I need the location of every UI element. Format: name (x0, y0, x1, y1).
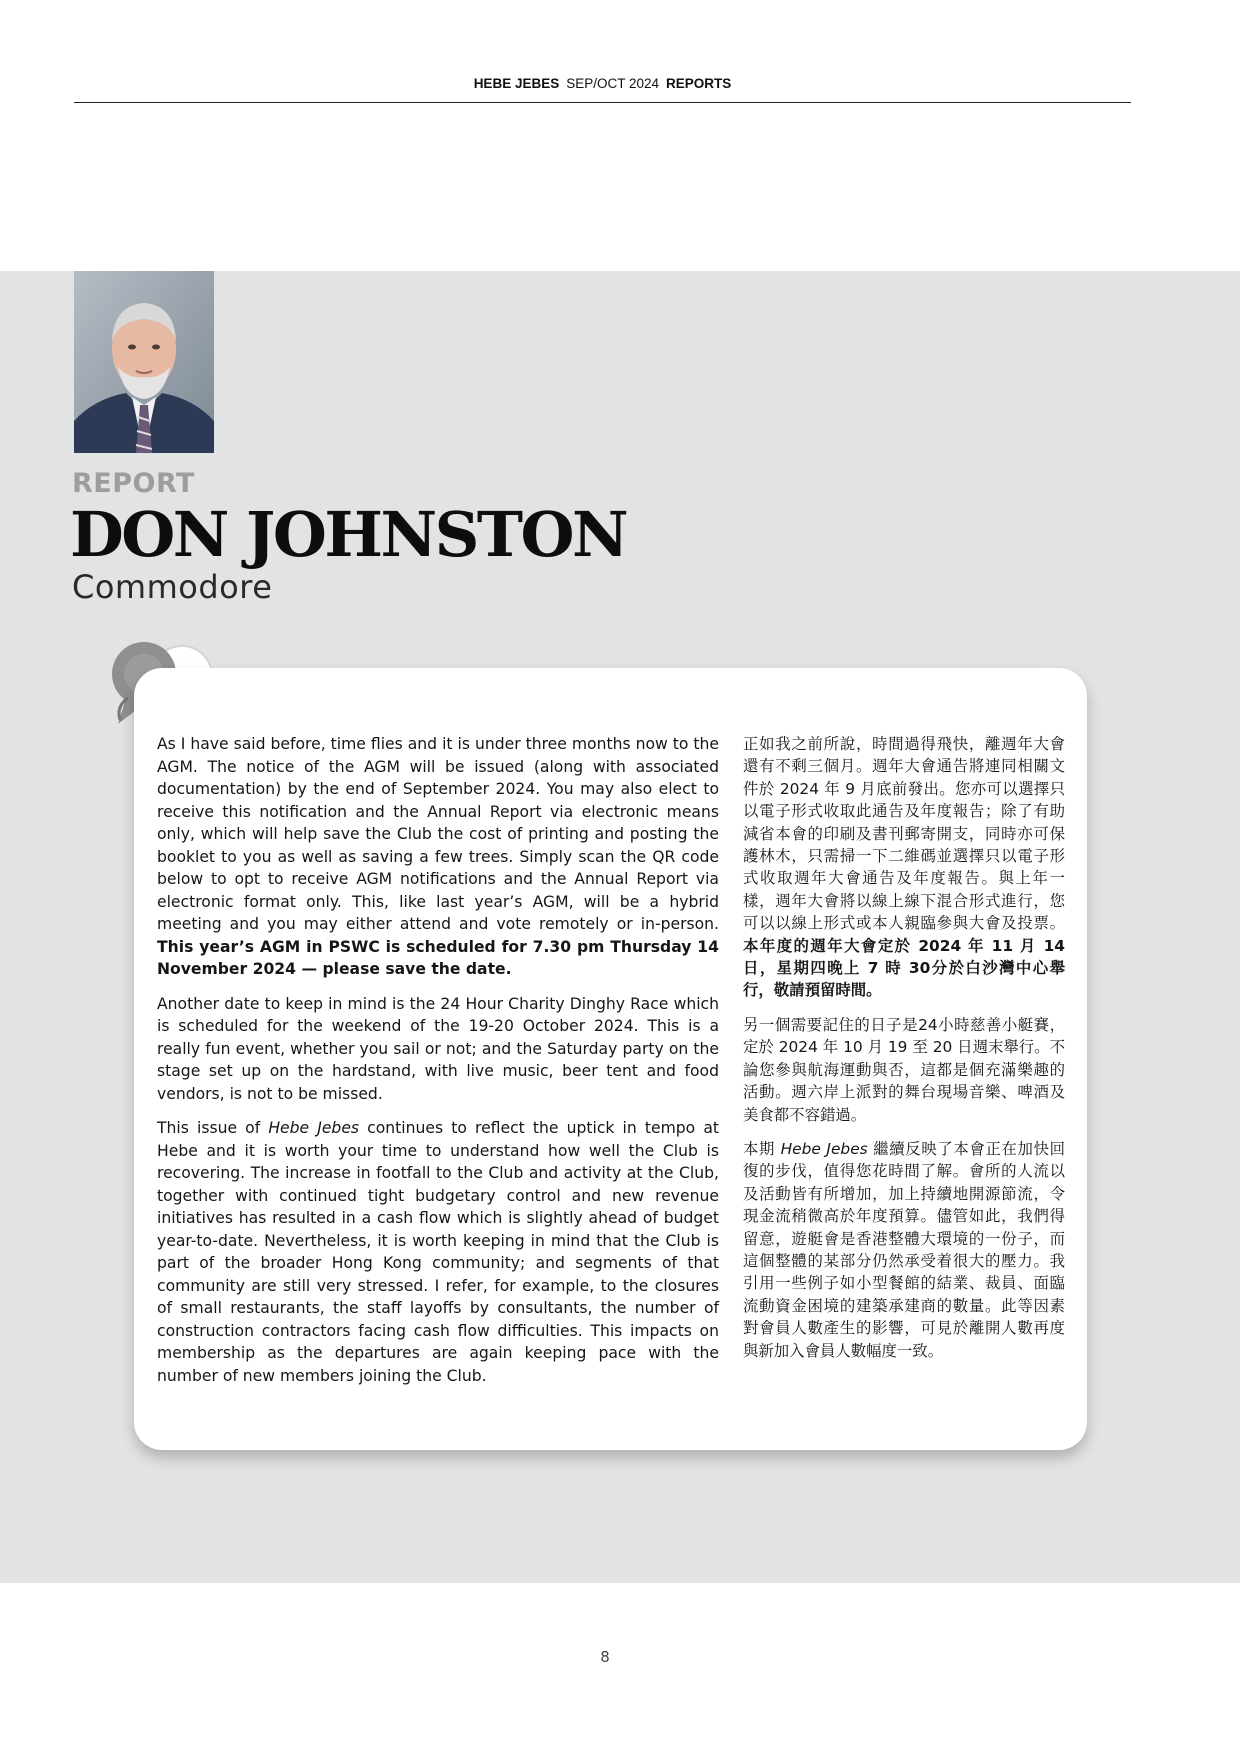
chinese-p3-body: 繼續反映了本會正在加快回復的步伐，值得您花時間了解。會所的人流以及活動皆有所增加，加上持續地開源節流，令現金流稍微高於年度預算。儘管如此，我們得留意，遊艇會是香港整體大環境的一份子，而這個整體的某部分仍然承受着很大的壓力。我引用一些例子如小型餐館的結業、裁員、面臨流動資金困境的建築承建商的數量。此等因素對會員人數產生的影響，可見於離開人數再度與新加入會員人數幅度一致。 (743, 1139, 1065, 1360)
agm-date-highlight: This year’s AGM in PSWC is scheduled for 7.30 pm Thursday 14 November 2024 — please save the date. (157, 937, 719, 978)
chinese-p3-lead: 本期 (743, 1139, 781, 1158)
magazine-title: Hebe Jebes (268, 1119, 360, 1137)
chinese-paragraph-3 (743, 1138, 1065, 1362)
chinese-p1-text: 正如我之前所說，時間過得飛快，離週年大會還有不剩三個月。週年大會通告將連同相關文件於 2024 年 9 月底前發出。您亦可以選擇只以電子形式收取此通告及年度報告；除了有助減省本會的印刷及書刊郵寄開支，同時亦可保護林木，只需掃一下二維碼並選擇只以電子形式收取週年大會通告及年度報告。與上年一樣，週年大會將以線上線下混合形式進行，您可以以線上形式或本人親臨參與大會及投票。 (743, 735, 1065, 933)
report-kicker: REPORT (72, 468, 195, 499)
chinese-paragraph-2: 另一個需要記住的日子是24小時慈善小艇賽，定於 2024 年 10 月 19 至 20 日週末舉行。不論您參與航海運動與否，這都是個充滿樂趣的活動。週六岸上派對的舞台現場音樂、啤酒及美食都不容錯過。 (743, 1015, 1065, 1124)
issue-date: SEP/OCT 2024 (566, 76, 660, 91)
page-number: 8 (600, 1648, 610, 1666)
chinese-agm-date-highlight: 本年度的週年大會定於 2024 年 11 月 14 日，星期四晚上 7 時 30分於白沙灣中心舉行，敬請預留時間。 (743, 936, 1065, 1000)
author-name: DON JOHNSTON (70, 498, 627, 571)
section-name: REPORTS (666, 76, 732, 91)
author-portrait (74, 271, 214, 453)
author-role: Commodore (72, 568, 273, 606)
english-p3-body: continues to reflect the uptick in tempo at Hebe and it is worth your time to understand how well the Club is recovering. The increase in footfall to the Club and activity at the Club, together with continued tight budgetary control and new revenue initiatives has resulted in a cash flow which is slightly ahead of budget year-to-date. Nevertheless, it is worth keeping in mind that the Club is part of the broader Hong Kong community; and segments of that community are still very stressed. I refer, for example, to the closures of small restaurants, the staff layoffs by consultants, the number of construction contractors facing cash flow difficulties. This impacts on membership as the departures are again keeping pace with the number of new members joining the Club. (157, 1119, 720, 1385)
chinese-paragraph-1 (743, 733, 1065, 1002)
english-p1-text: As I have said before, time flies and it is under three months now to the AGM. The notice of the AGM will be issued (along with associated documentation) by the end of September 2024. You may also elect to receive this notification and the Annual Report via electronic means only, which will help save the Club the cost of printing and posting the booklet to you as well as saving a few trees. Simply scan the QR code below to opt to receive AGM notifications and the Annual Report via electronic format only. This, like last year’s AGM, will be a hybrid meeting and you may either attend and vote remotely or in-person. (157, 735, 719, 933)
english-column (157, 733, 719, 1399)
english-paragraph-3 (157, 1117, 719, 1387)
chinese-column (743, 733, 1065, 1374)
running-header (74, 72, 1131, 103)
publication-name: HEBE JEBES (473, 76, 560, 91)
english-paragraph-1 (157, 733, 719, 981)
english-paragraph-2: Another date to keep in mind is the 24 Hour Charity Dinghy Race which is scheduled for the weekend of the 19-20 October 2024. This is a really fun event, whether you sail or not; and the Saturday party on the stage set up on the hardstand, with live music, beer tent and food vendors, is not to be missed. (157, 994, 719, 1103)
english-p3-lead: This issue of (157, 1119, 269, 1137)
portrait-image (74, 271, 214, 453)
chinese-magazine-title: Hebe Jebes (780, 1139, 868, 1158)
